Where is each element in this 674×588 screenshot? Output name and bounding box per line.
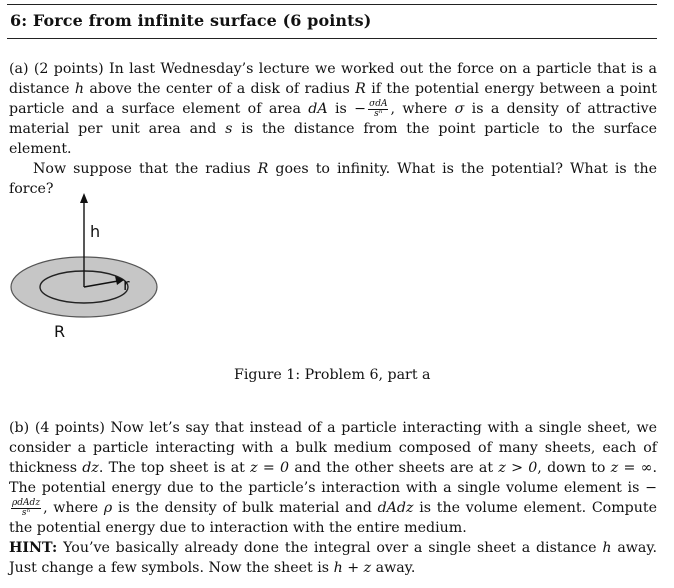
equation-z-zero: z = 0	[250, 460, 290, 476]
var-rho: ρ	[103, 500, 113, 516]
part-b-text: Now let’s say that instead of a particle interacting with a single sheet, we consider a particle interacting with a bulk medium composed of many sheets, each of thickness	[9, 420, 658, 476]
part-b-text: . The potential energy due to the particle’s interaction with a single volume element is −	[9, 460, 657, 496]
part-a-text: Now suppose that the radius	[33, 161, 251, 177]
part-a-text: is the distance from the point particle to the surface element.	[9, 121, 657, 157]
hint-label: HINT:	[9, 540, 58, 556]
part-a-text: if the potential energy between a point particle and a surface element of area	[9, 81, 657, 117]
equation-h-plus-z: h + z	[333, 560, 372, 576]
surface-energy-fraction	[368, 100, 388, 119]
part-a-label: (a)	[9, 61, 29, 77]
hint-text: away.	[375, 560, 416, 576]
fraction-denominator: sⁿ	[21, 507, 31, 518]
problem-title: 6: Force from infinite surface (6 points)	[10, 11, 372, 30]
figure-label-R: R	[54, 322, 66, 341]
part-a-text: is a density of attractive material per unit area and	[9, 101, 658, 137]
hint-text: You’ve basically already done the integral over a single sheet a distance	[63, 540, 597, 556]
part-a-text: goes to infinity. What is the potential? What is the force?	[9, 161, 657, 197]
part-b-text: , where	[43, 500, 99, 516]
var-h: h	[74, 81, 85, 97]
part-a-text: In last Wednesday’s lecture we worked out the force on a particle that is a distance	[9, 61, 658, 97]
var-h: h	[602, 540, 612, 556]
var-sigma: σ	[454, 101, 465, 117]
part-b-paragraph	[9, 418, 657, 578]
var-dz: dz	[82, 460, 99, 476]
part-b-label: (b)	[9, 420, 30, 436]
part-a-text: is −	[335, 101, 367, 117]
part-b-text: , down to	[537, 460, 606, 476]
equation-z-positive: z > 0	[498, 460, 538, 476]
height-arrowhead	[80, 193, 88, 203]
volume-energy-fraction	[11, 499, 41, 518]
var-dAdz: dAdz	[377, 500, 414, 516]
part-b-text: . The top sheet is at	[98, 460, 245, 476]
figure-label-r: r	[123, 275, 130, 294]
disk-figure	[0, 185, 180, 345]
figure-label-h: h	[90, 222, 101, 241]
var-R: R	[257, 161, 269, 177]
figure-caption: Figure 1: Problem 6, part a	[234, 367, 431, 383]
fraction-numerator: ρdAdz	[12, 497, 41, 508]
fraction-numerator: σdA	[369, 98, 388, 109]
equation-z-infinity: z = ∞	[610, 460, 653, 476]
var-dA: dA	[308, 101, 328, 117]
part-b-text: is the density of bulk material and	[118, 500, 372, 516]
part-a-text: , where	[390, 101, 448, 117]
part-a-points: (2 points)	[33, 61, 104, 77]
var-s: s	[225, 121, 233, 137]
part-b-points: (4 points)	[34, 420, 105, 436]
part-a-paragraph	[9, 59, 657, 199]
part-b-text: and the other sheets are at	[294, 460, 494, 476]
fraction-denominator: sⁿ	[374, 108, 383, 119]
var-R: R	[355, 81, 366, 97]
part-b-text: is the volume element. Compute the potential energy due to interaction with the entire medium.	[9, 500, 657, 536]
title-underline-rule	[7, 38, 657, 39]
hint-text: away. Just change a few symbols. Now the sheet is	[9, 540, 658, 576]
disk-diagram	[0, 185, 180, 345]
part-a-text: above the center of a disk of radius	[89, 81, 350, 97]
top-rule	[7, 4, 657, 5]
